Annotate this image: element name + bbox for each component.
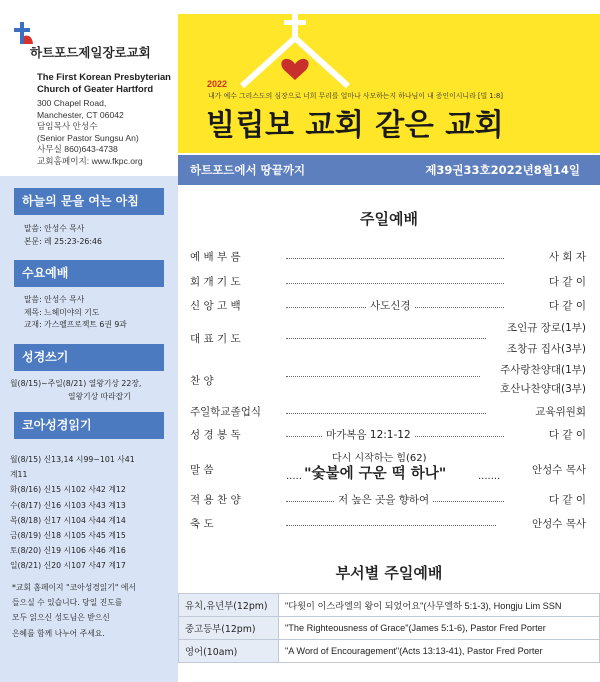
bible-reading-schedule [10,452,135,574]
table-row [179,640,600,663]
table-row [179,594,600,617]
church-motto: 하트포드에서 땅끝까지 [190,163,306,177]
list-item: 화(8/16) 신15 시102 사42 계12 [10,485,126,495]
list-item: 월(8/15) 신13,14 시99~101 사41 [10,455,135,464]
department-detail: "A Word of Encouragement"(Acts 13:13-41), Pastor Fred Porter [279,640,600,663]
department-detail: "The Righteousness of Grace"(James 5:1-6), Pastor Fred Porter [279,617,600,640]
list-item: 일(8/21) 신20 시107 사47 계17 [10,561,126,571]
church-address: 300 Chapel Road, Manchester, CT 06042 담임목사 안성수 (Senior Pastor Sungsu An) 사무실 860)643-4738 교회홈페이지: www.fkpc.org [37,98,143,166]
wednesday-section-title: 수요예배 [14,260,164,287]
department-services-table [178,593,600,663]
sunday-service-heading: 주일예배 [360,210,418,228]
bible-reading-note: *교회 홈페이지 "코아성경읽기" 에서 들으실 수 있습니다. 당일 진도를 모두 읽으신 성도님은 받으신 은혜를 함께 나누어 주세요. [12,583,136,638]
list-item: 수(8/17) 신16 시103 사43 계13 [10,500,126,510]
list-item: 금(8/19) 신18 시105 사45 계15 [10,531,126,541]
list-item: 토(8/20) 신19 시106 사46 계16 [10,546,126,556]
list-item: 계11 [10,470,28,480]
table-row: 대 표 기 도 조인규 장로(1부) 조창규 집사(3부) [190,322,586,355]
issue-info: 제39권33호2022년8월14일 [425,163,580,177]
bulletin-year: 2022 [207,79,228,89]
church-website-link[interactable]: 교회홈페이지: www.fkpc.org [37,155,143,166]
bible-writing-section-body: 월(8/15)~주일(8/21) 열왕기상 22장, 열왕기상 따라잡기 [10,379,142,401]
department-name: 중고등부(12pm) [179,617,279,640]
church-brand [0,0,178,168]
church-name-korean: 하트포드제일장로교회 [30,45,151,60]
table-row: 말 씀 다시 시작하는 힘(62) ..... "숯불에 구운 떡 하나" ....... 안성수 목사 [190,449,586,489]
wednesday-section-body: 말씀: 안성수 목사 제목: 느헤미야의 기도 교재: 가스펠프로젝트 6권 9과 [24,295,127,329]
bible-reading-section-title: 코아성경읽기 [14,412,164,439]
sermon-title: "숯불에 구운 떡 하나" [304,466,447,482]
bible-writing-section-title: 성경쓰기 [14,344,164,371]
table-row [179,617,600,640]
department-name: 유치,유년부(12pm) [179,594,279,617]
morning-section-title: 하늘의 문을 여는 아침 [14,188,164,215]
department-detail: "다윗이 이스라엘의 왕이 되었어요"(사무엘하 5:1-3), Hongju Lim SSN [279,594,600,617]
list-item: 목(8/18) 신17 시104 사44 계14 [10,515,126,525]
header-verse: 내가 예수 그리스도의 심장으로 너희 무리를 얼마나 사모하는지 하나님이 내 증인이시니라 [빌 1:8] [208,92,503,100]
sidebar-panel [0,176,178,682]
table-row: 찬 양 주사랑찬양대(1부) 호산나찬양대(3부) [190,364,586,395]
church-steeple-icon [238,14,358,89]
sidebar [0,0,178,682]
bulletin-title: 빌립보 교회 같은 교회 [206,108,505,143]
morning-section-body: 말씀: 안성수 목사 본문: 레 25:23-26:46 [24,224,102,246]
header-sub-bar [178,155,600,185]
sermon-series: 다시 시작하는 힘(62) [332,453,427,464]
department-services-heading: 부서별 주일예배 [335,564,443,582]
department-name: 영어(10am) [179,640,279,663]
church-name-english: The First Korean Presbyterian Church of Geater Hartford [37,71,171,94]
